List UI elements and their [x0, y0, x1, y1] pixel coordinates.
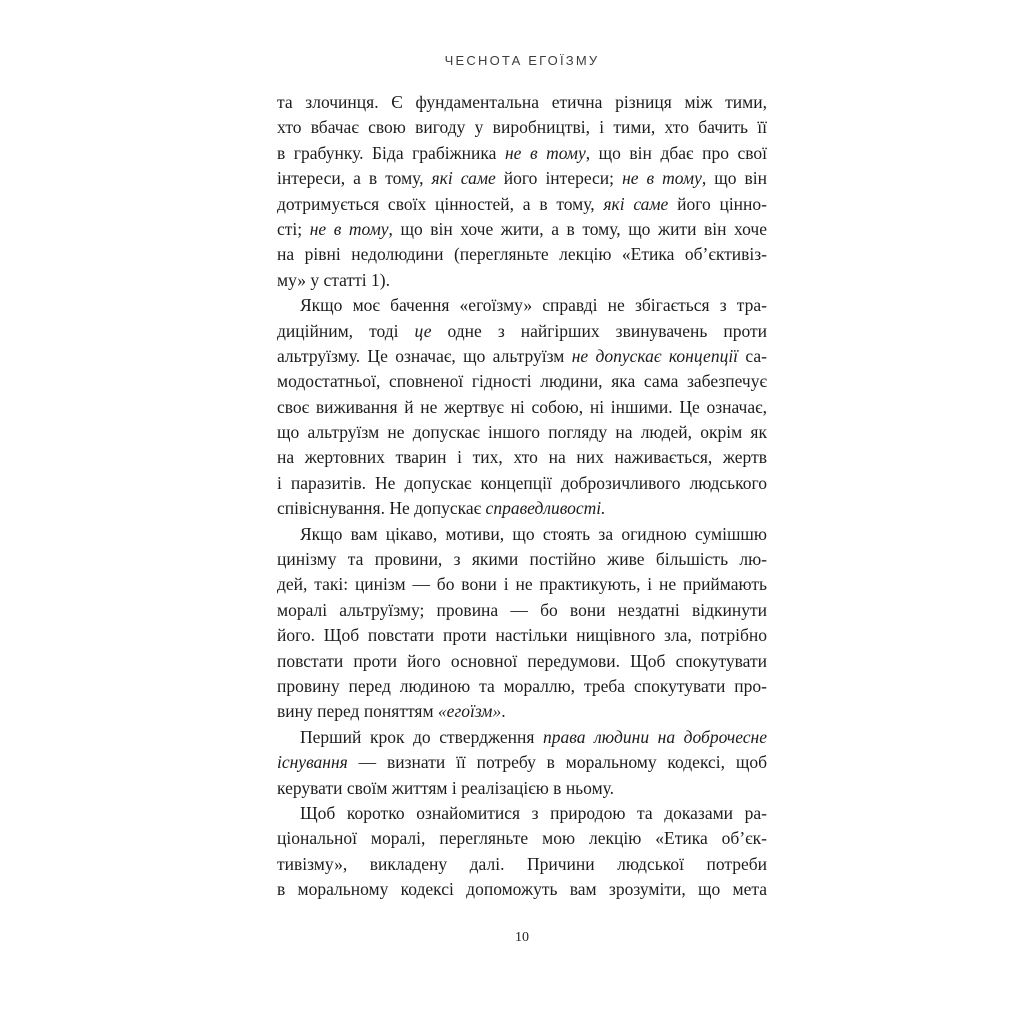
text-segment: дей, такі: цинізм — бо вони і не практикують, і не приймають [277, 574, 767, 595]
text-line [277, 192, 767, 217]
text-segment: Якщо моє бачення «егоїзму» справді не збігається з тра- [300, 295, 767, 316]
paragraph [277, 522, 767, 725]
text-line [277, 547, 767, 572]
text-segment: та злочинця. Є фундаментальна етична різниця між тими, [277, 92, 767, 112]
text-segment: провину перед людиною та мораллю, треба спокутувати про- [277, 675, 767, 696]
text-segment: його інтереси; [495, 168, 623, 189]
text-segment: в грабунку. Біда грабіжника [277, 142, 505, 163]
text-segment: Щоб коротко ознайомитися з природою та доказами ра- [300, 802, 767, 823]
italic-text-segment: справедливості. [485, 498, 606, 519]
text-segment: повстати проти його основної передумови. Щоб спокутувати [277, 650, 767, 671]
text-line [277, 852, 767, 877]
text-segment: дотримується своїх цінностей, а в тому, [277, 193, 604, 214]
text-segment: на рівні недолюдини (перегляньте лекцію «Етика об’єктивіз- [277, 244, 767, 265]
text-line [277, 217, 767, 242]
text-line [277, 877, 767, 902]
text-line [277, 420, 767, 445]
text-line [277, 776, 767, 801]
text-segment: сті; [277, 218, 310, 239]
text-line [277, 801, 767, 826]
text-segment: са- [738, 345, 767, 366]
text-line [277, 141, 767, 166]
italic-text-segment: існування [277, 752, 348, 773]
text-segment: своє виживання й не жертвує ні собою, ні іншими. Це означає, [277, 396, 767, 417]
italic-text-segment: не в тому [504, 142, 586, 163]
text-segment: керувати своїм життям і реалізацією в ньому. [277, 777, 615, 798]
text-line [277, 268, 767, 293]
text-segment: Якщо вам цікаво, мотиви, що стоять за огидною сумішшю [300, 523, 767, 544]
text-line [277, 496, 767, 521]
italic-text-segment: які саме [431, 168, 496, 189]
text-segment: , що він дбає про свої [585, 142, 767, 163]
text-line [277, 369, 767, 394]
paragraph [277, 801, 767, 903]
text-line [277, 242, 767, 267]
text-segment: співіснування. Не допускає [277, 498, 486, 519]
text-line [277, 699, 767, 724]
text-segment: альтруїзму. Це означає, що альтруїзм [277, 345, 572, 366]
text-segment: тивізму», викладену далі. Причини людської потреби [277, 853, 767, 874]
text-segment: , що він [701, 168, 767, 189]
text-segment: вину перед поняттям [277, 701, 438, 722]
paragraph [277, 293, 767, 522]
italic-text-segment: це [414, 320, 432, 341]
text-line [277, 395, 767, 420]
text-line [277, 319, 767, 344]
text-line [277, 623, 767, 648]
text-line [277, 115, 767, 140]
text-line [277, 649, 767, 674]
text-segment: , що він хоче жити, а в тому, що жити він хоче [388, 218, 767, 239]
text-segment: Перший крок до ствердження [300, 726, 544, 747]
paragraph [277, 725, 767, 801]
italic-text-segment: права людини на доброчесне [543, 726, 767, 747]
text-line [277, 471, 767, 496]
text-segment: в моральному кодексі допоможуть вам зрозуміти, що мета [277, 879, 767, 900]
text-segment: му» у статті 1). [277, 269, 390, 290]
text-line [277, 166, 767, 191]
italic-text-segment: які саме [603, 193, 669, 214]
text-segment: і паразитів. Не допускає концепції доброзичливого людського [277, 472, 767, 493]
paragraph [277, 90, 767, 293]
running-head: ЧЕСНОТА ЕГОЇЗМУ [444, 53, 600, 68]
text-line [277, 598, 767, 623]
text-segment: диційним, тоді [277, 320, 415, 341]
page-number: 10 [515, 930, 529, 945]
text-segment: модостатньої, сповненої гідності людини, яка сама забезпечує [277, 371, 767, 392]
text-line [277, 725, 767, 750]
text-segment: — визнати її потребу в моральному кодексі, щоб [347, 752, 767, 773]
text-segment: . [501, 701, 506, 722]
text-line [277, 445, 767, 470]
text-line [277, 293, 767, 318]
text-line [277, 572, 767, 597]
text-segment: хто вбачає свою вигоду у виробництві, і тими, хто бачить її [277, 117, 767, 138]
italic-text-segment: не допускає концепції [571, 345, 739, 366]
text-segment: одне з найгірших звинувачень проти [431, 320, 767, 341]
italic-text-segment: «егоїзм» [437, 701, 502, 722]
italic-text-segment: не в тому [622, 168, 702, 189]
text-segment: моралі альтруїзму; провина — бо вони нездатні відкинути [277, 599, 767, 620]
text-segment: його. Щоб повстати проти настільки нищівного зла, потрібно [277, 625, 767, 646]
text-segment: що альтруїзм не допускає іншого погляду на людей, окрім як [277, 422, 767, 443]
text-line [277, 90, 767, 115]
text-line [277, 344, 767, 369]
body-text [277, 90, 767, 903]
text-line [277, 522, 767, 547]
italic-text-segment: не в тому [309, 218, 389, 239]
text-segment: цинізму та провини, з якими постійно живе більшість лю- [277, 549, 767, 570]
text-line [277, 750, 767, 775]
text-line [277, 826, 767, 851]
text-line [277, 674, 767, 699]
text-segment: його цінно- [668, 193, 767, 214]
text-segment: ціональної моралі, перегляньте мою лекцію «Етика об’єк- [277, 828, 767, 849]
text-segment: на жертовних тварин і тих, хто на них наживається, жертв [277, 447, 767, 468]
text-segment: інтереси, а в тому, [277, 168, 432, 189]
